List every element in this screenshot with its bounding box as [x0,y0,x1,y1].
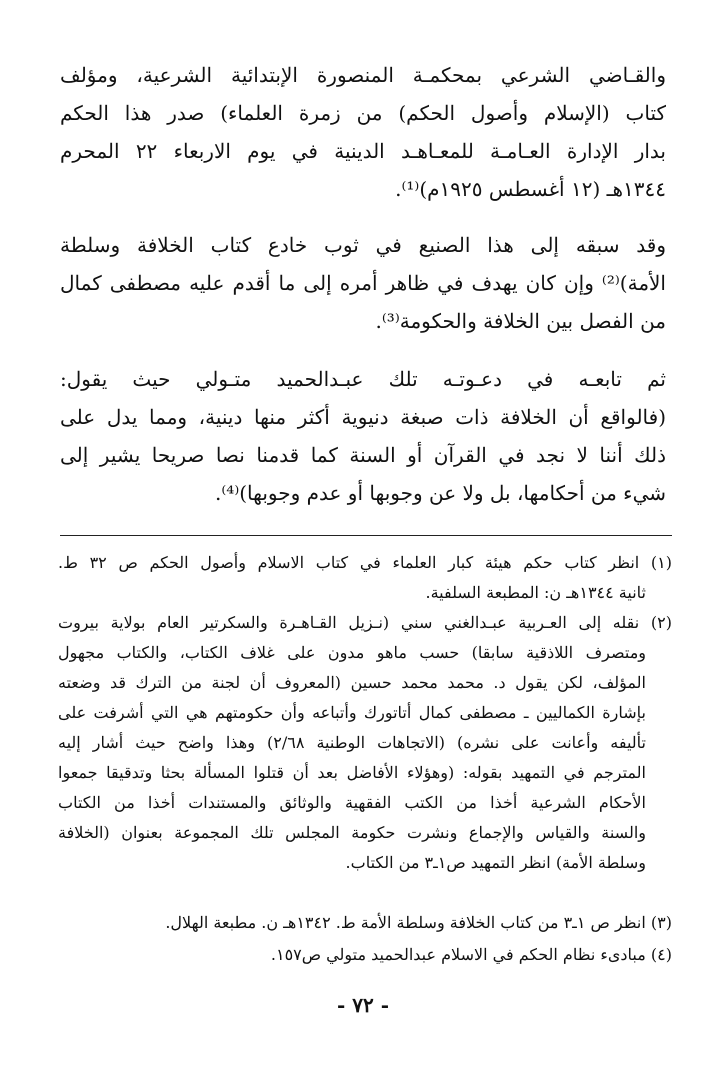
text-line: ١٣٤٤هـ (١٢ أغسطس ١٩٢٥م)⁽¹⁾. [395,177,666,201]
text-line: وقد سبقه إلى هذا الصنيع في ثوب خادع كتاب الخلافة وسلطة [60,233,666,257]
footnote-line: بإشارة الكماليين ـ مصطفى كمال أتاتورك وأتباعه وأن حكومتهم هي التي أشرفت على [58,703,646,722]
footnote-2 [58,608,672,878]
text-line: من الفصل بين الخلافة والحكومة⁽³⁾. [375,309,666,333]
text-line: والقـاضي الشرعي بمحكمـة المنصورة الإبتدائية الشرعية، ومؤلف [60,63,666,87]
footnote-line: المؤلف، لكن يقول د. محمد محمد حسين (المعروف أن لجنة من الترك قد وضعته [58,673,646,692]
text-line: ذلك أننا لا نجد في القرآن أو السنة كما قدمنا نصا صريحا يشير إلى [60,443,666,467]
footnote-line: (٣) انظر ص ١ـ٣ من كتاب الخلافة وسلطة الأمة ط. ١٣٤٢هـ ن. مطبعة الهلال. [165,913,672,932]
footnote-line: ثانية ١٣٤٤هـ ن: المطبعة السلفية. [425,583,646,602]
footnote-divider [60,535,672,536]
text-line: الأمة)⁽²⁾ وإن كان يهدف في ظاهر أمره إلى ما أقدم عليه مصطفى كمال [60,271,666,295]
text-line: (فالواقع أن الخلافة ذات صبغة دنيوية أكثر منها دينية، ومما يدل على [60,405,666,429]
footnote-line: ومتصرف اللاذقية سابقا) حسب ماهو مدون على غلاف الكتاب، والكتاب مجهول [58,643,646,662]
text-line: ثم تابعـه في دعـوتـه تلك عبـدالحميد متـولي حيث يقول: [60,367,666,391]
body-paragraph-2 [60,226,666,340]
footnote-line: وسلطة الأمة) انظر التمهيد ص١ـ٣ من الكتاب. [345,853,646,872]
footnote-line: المترجم في التمهيد بقوله: (وهؤلاء الأفاضل بعد أن قتلوا المسألة بحثا وتدقيقا جمعوا [58,763,646,782]
footnote-line: (٢) نقله إلى العـربية عبـدالغني سني (نـزيل القـاهـرة والسكرتير العام بولاية بيروت [58,613,672,632]
footnote-line: (١) انظر كتاب حكم هيئة كبار العلماء في كتاب الاسلام وأصول الحكم ص ٣٢ ط. [58,553,672,572]
footnote-3 [58,908,672,938]
footnote-line: والسنة والقياس والإجماع ونشرت حكومة المجلس تلك المجموعة بعنوان (الخلافة [58,823,646,842]
text-line: بدار الإدارة العـامـة للمعـاهـد الدينية في يوم الاربعاء ٢٢ المحرم [60,139,666,163]
footnote-line: (٤) مبادىء نظام الحكم في الاسلام عبدالحميد متولي ص١٥٧. [270,945,672,964]
footnote-line: الأحكام الشرعية أخذا من الكتب الفقهية والوثائق والمستندات أخذا من الكتاب [58,793,646,812]
page-number: - ٧٢ - [336,993,389,1017]
body-paragraph-1 [60,56,666,208]
body-paragraph-3 [60,360,666,512]
footnote-1 [58,548,672,608]
footnote-4 [58,940,672,970]
footnote-line: تأليفه وأعانت على نشره) (الاتجاهات الوطنية ٢/٦٨) وهذا واضح حيث أشار إليه [58,733,647,752]
text-line: كتاب (الإسلام وأصول الحكم) من زمرة العلماء) صدر هذا الحكم [60,101,666,125]
text-line: شيء من أحكامها، بل ولا عن وجوبها أو عدم وجوبها)⁽⁴⁾. [215,481,666,505]
